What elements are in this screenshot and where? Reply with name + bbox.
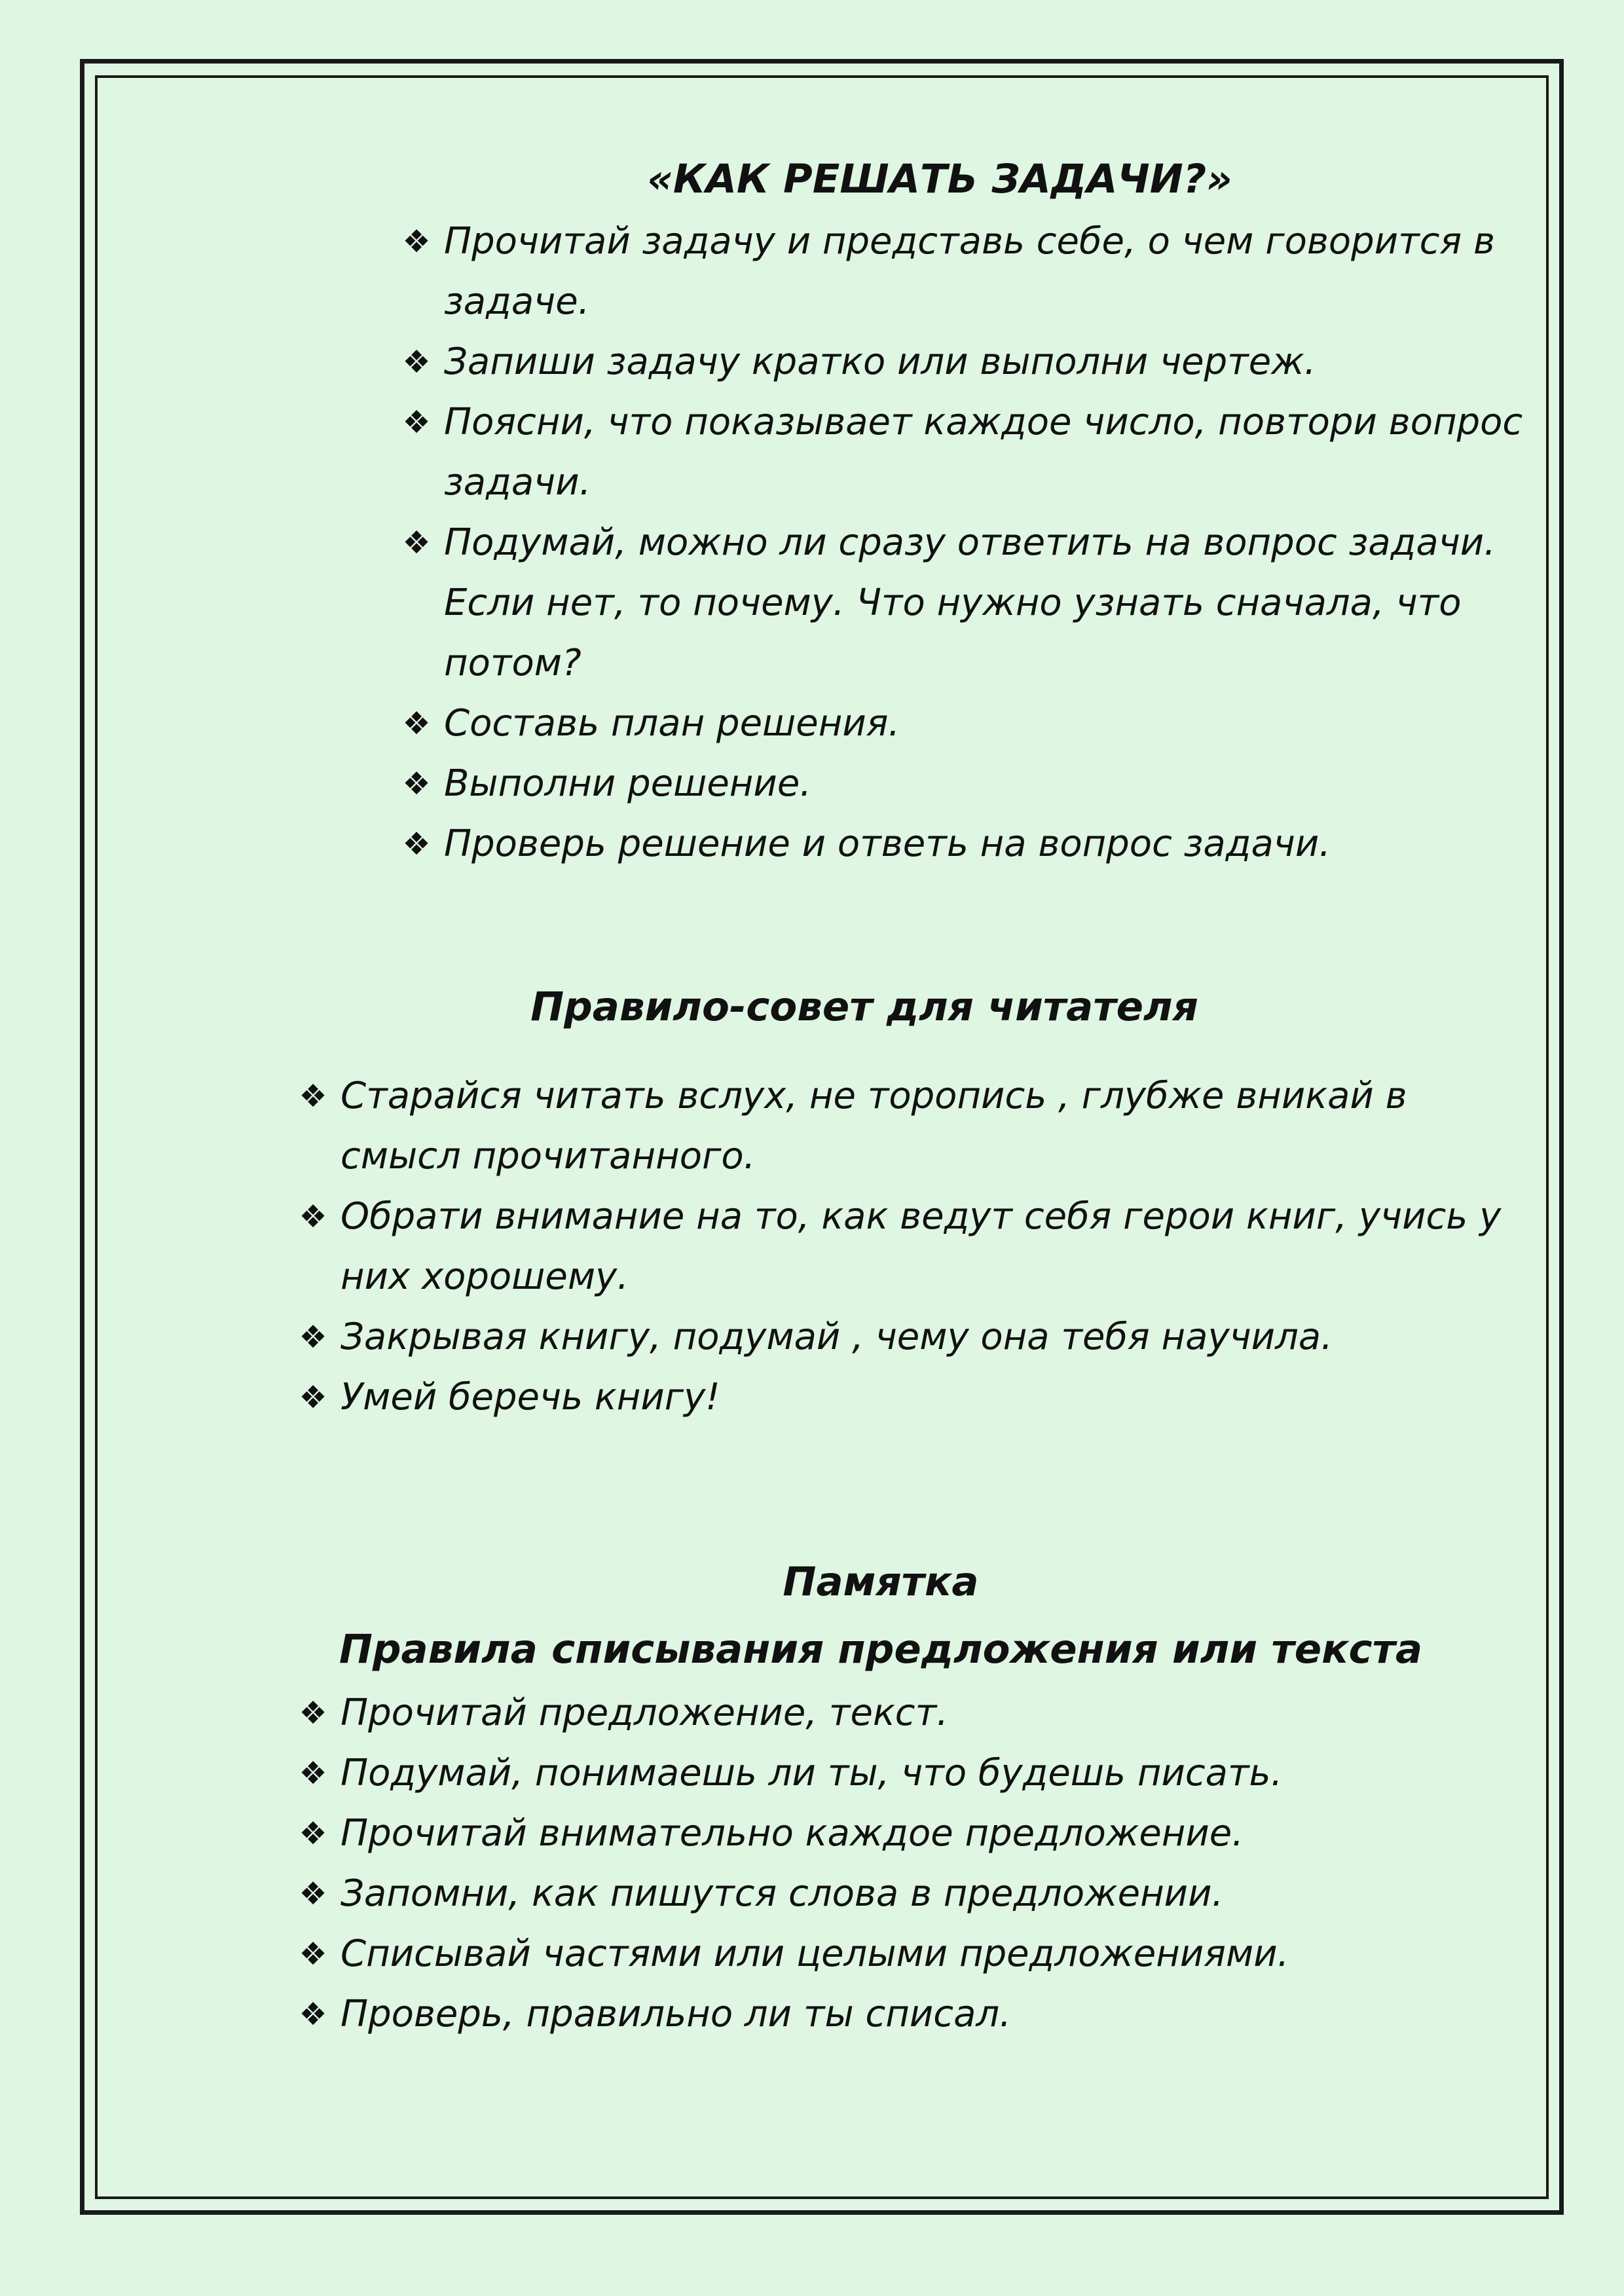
list-item [293,1683,1538,1743]
list-item-text: Проверь, правильно ли ты списал. [341,1993,1011,2035]
four-diamond-bullet-icon: ❖ [402,766,431,802]
four-diamond-bullet-icon: ❖ [299,1996,327,2033]
four-diamond-bullet-icon: ❖ [402,525,431,561]
list-item-text: Выполни решение. [444,762,812,805]
list-item-text: Прочитай предложение, текст. [341,1692,948,1734]
list-item-text: Составь план решения. [444,702,900,745]
four-diamond-bullet-icon: ❖ [402,826,431,862]
section-subtitle-copying-rules: Правила списывания предложения или текста [339,1626,1423,1673]
list-item [293,1864,1538,1924]
list-item [293,1924,1538,1984]
four-diamond-bullet-icon: ❖ [299,1198,327,1235]
four-diamond-bullet-icon: ❖ [402,404,431,441]
list-item [293,1743,1538,1804]
list-item-text: Списывай частями или целыми предложениями. [341,1933,1289,1975]
four-diamond-bullet-icon: ❖ [299,1379,327,1416]
list-item-text: Старайся читать вслух, не торопись , глубже вникай в смысл прочитанного. [341,1075,1407,1177]
four-diamond-bullet-icon: ❖ [299,1695,327,1731]
list-item [397,513,1536,694]
list-item-text: Запиши задачу кратко или выполни чертеж. [444,341,1316,383]
list-item [293,1367,1538,1428]
list-item-text: Подумай, понимаешь ли ты, что будешь писать. [341,1752,1283,1794]
section-title-reader-advice: Правило-совет для читателя [530,984,1198,1030]
four-diamond-bullet-icon: ❖ [299,1936,327,1972]
list-item [293,1307,1538,1367]
list-item-text: Обрати внимание на то, как ведут себя герои книг, учись у них хорошему. [341,1195,1502,1298]
list-item [397,814,1536,874]
list-item [293,1187,1538,1307]
list-item-text: Умей беречь книгу! [341,1376,720,1418]
list-item-text: Подумай, можно ли сразу ответить на вопрос задачи. Если нет, то почему. Что нужно узнать сначала, что потом? [444,521,1496,684]
list-item-text: Запомни, как пишутся слова в предложении. [341,1872,1224,1915]
four-diamond-bullet-icon: ❖ [402,705,431,742]
bullet-list-reader-advice [293,1066,1538,1428]
four-diamond-bullet-icon: ❖ [299,1876,327,1912]
section-title-solve-problems: «КАК РЕШАТЬ ЗАДАЧИ?» [647,156,1232,202]
four-diamond-bullet-icon: ❖ [299,1078,327,1115]
list-item [397,694,1536,754]
bullet-list-solve-problems [397,212,1536,874]
list-item [293,1066,1538,1187]
list-item [293,1804,1538,1864]
list-item-text: Проверь решение и ответь на вопрос задачи. [444,823,1331,865]
list-item-text: Поясни, что показывает каждое число, повтори вопрос задачи. [444,401,1523,504]
four-diamond-bullet-icon: ❖ [402,344,431,380]
list-item [397,212,1536,332]
list-item-text: Прочитай внимательно каждое предложение. [341,1812,1244,1855]
four-diamond-bullet-icon: ❖ [299,1815,327,1852]
four-diamond-bullet-icon: ❖ [299,1755,327,1792]
list-item [397,754,1536,814]
list-item [397,332,1536,392]
list-item [397,392,1536,513]
bullet-list-copying-rules [293,1683,1538,2045]
list-item-text: Закрывая книгу, подумай , чему она тебя научила. [341,1316,1333,1358]
list-item-text: Прочитай задачу и представь себе, о чем говорится в задаче. [444,220,1496,323]
section-title-memo: Памятка [783,1559,979,1605]
list-item [293,1984,1538,2045]
four-diamond-bullet-icon: ❖ [299,1319,327,1356]
four-diamond-bullet-icon: ❖ [402,223,431,260]
